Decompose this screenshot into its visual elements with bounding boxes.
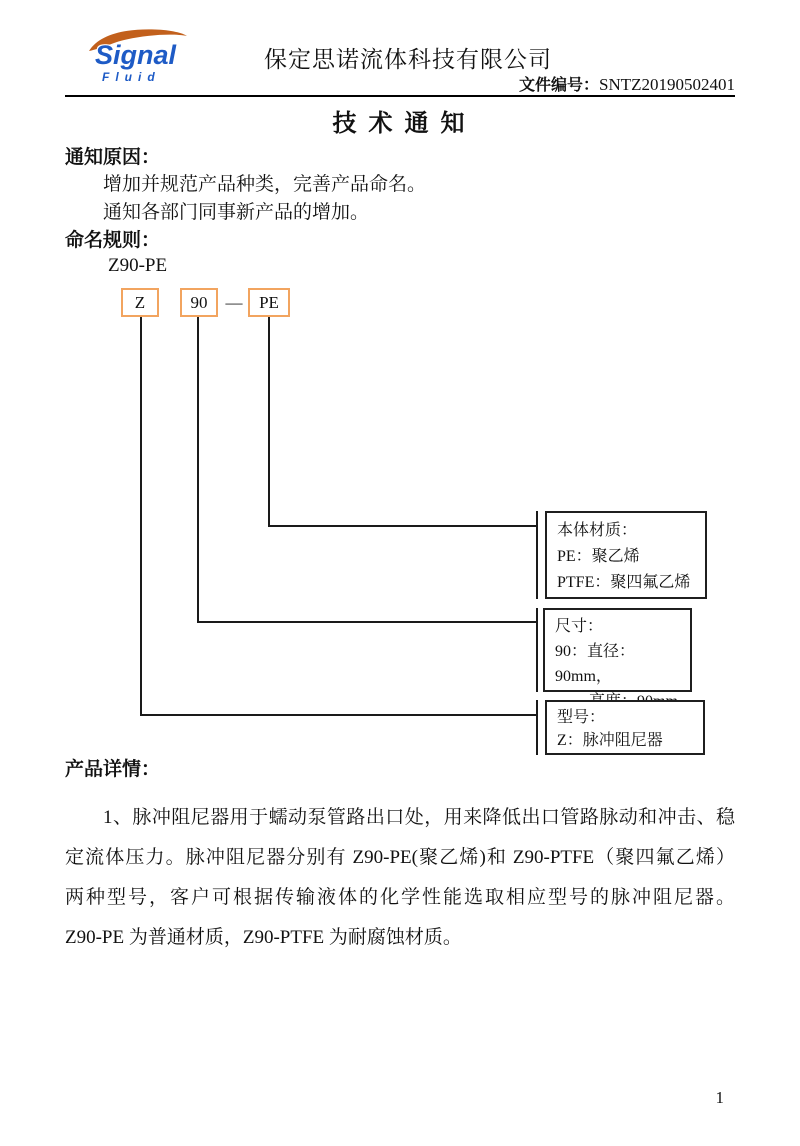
logo-brand-text: Signal: [95, 40, 177, 70]
connector-line-pe-vertical: [268, 317, 270, 527]
product-details-label: 产品详情：: [65, 759, 161, 780]
details-paragraph-line: 两种型号，客户可根据传输液体的化学性能选取相应型号的脉冲阻尼器。: [65, 887, 735, 908]
naming-rule-label: 命名规则：: [65, 230, 161, 251]
connector-tick-size: [536, 608, 538, 692]
connector-line-z-horizontal: [140, 714, 538, 716]
details-paragraph-line: 1、脉冲阻尼器用于蠕动泵管路出口处，用来降低出口管路脉动和冲击、稳: [103, 807, 735, 828]
size-box-line: 90：直径：90mm，: [555, 643, 636, 685]
code-box-z: Z: [121, 288, 159, 317]
material-box-title: 本体材质：: [557, 522, 638, 539]
material-box-line: PE：聚乙烯: [557, 548, 640, 565]
document-number-line: [519, 74, 735, 97]
code-box-pe: PE: [248, 288, 290, 317]
connector-tick-model: [536, 700, 538, 755]
company-name: 保定思诺流体科技有限公司: [264, 47, 552, 72]
connector-line-90-vertical: [197, 317, 199, 623]
model-box-line: Z：脉冲阻尼器: [557, 732, 663, 749]
page-title: 技 术 通 知: [332, 111, 468, 137]
notice-reason-line: 增加并规范产品种类，完善产品命名。: [103, 174, 427, 195]
notice-reason-label: 通知原因：: [65, 147, 161, 168]
material-box-line: PTFE：聚四氟乙烯: [557, 574, 691, 591]
document-number-value: SNTZ20190502401: [599, 75, 735, 94]
connector-line-z-vertical: [140, 317, 142, 716]
size-box-title: 尺寸：: [555, 618, 604, 635]
page-number: 1: [715, 1088, 724, 1107]
document-number-label: 文件编号：: [518, 77, 599, 94]
connector-line-pe-horizontal: [268, 525, 538, 527]
details-paragraph-line: Z90-PE 为普通材质，Z90-PTFE 为耐腐蚀材质。: [65, 927, 462, 948]
naming-diagram: [0, 280, 800, 758]
material-description-box: [545, 511, 707, 599]
details-paragraph-line: 定流体压力。脉冲阻尼器分别有 Z90-PE(聚乙烯)和 Z90-PTFE（聚四氟乙烯）: [65, 847, 735, 868]
naming-example: Z90-PE: [108, 255, 168, 276]
model-box-title: 型号：: [557, 709, 606, 726]
code-box-90: 90: [180, 288, 218, 317]
connector-line-90-horizontal: [197, 621, 538, 623]
size-description-box: [543, 608, 692, 692]
header-divider: [65, 95, 735, 97]
notice-reason-line: 通知各部门同事新产品的增加。: [103, 202, 370, 223]
logo-sub-text: Fluid: [102, 70, 161, 84]
model-description-box: [545, 700, 705, 755]
connector-tick-material: [536, 511, 538, 599]
company-logo: [85, 27, 215, 85]
code-separator-dash: —: [225, 292, 243, 312]
